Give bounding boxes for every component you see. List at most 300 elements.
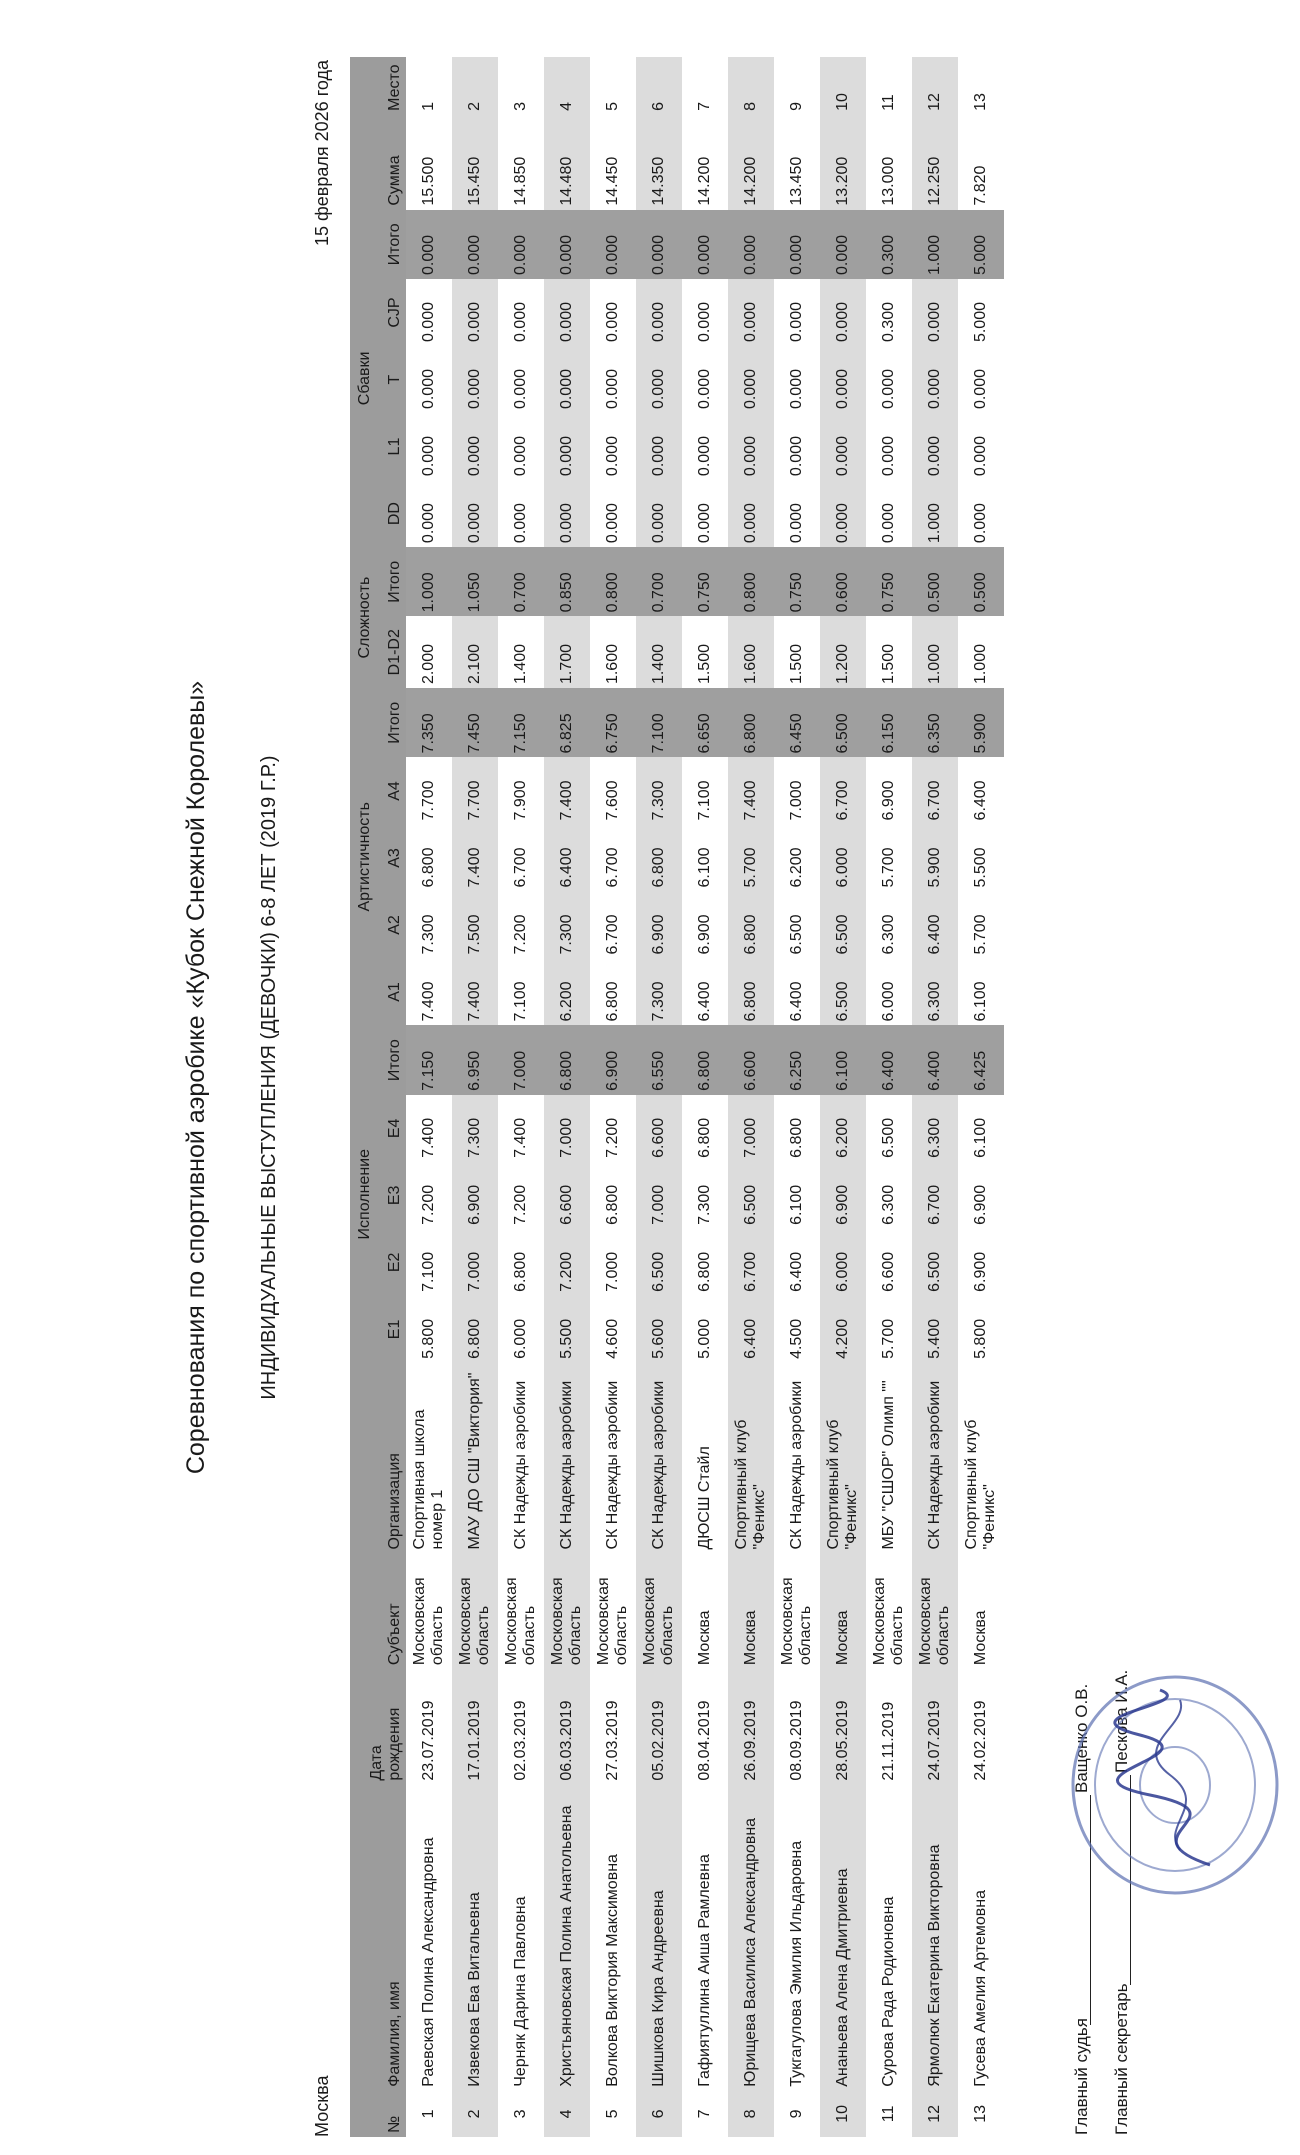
cell-pen-total: 0.000 (636, 210, 682, 279)
cell-sum: 14.200 (728, 115, 774, 210)
col-e4: E4 (384, 1095, 406, 1162)
cell-d1d2: 1.000 (912, 616, 958, 688)
cell-e2: 6.500 (636, 1229, 682, 1296)
cell-birth: 17.01.2019 (452, 1669, 498, 1785)
cell-e-total: 6.600 (728, 1026, 774, 1095)
cell-place: 12 (912, 57, 958, 115)
cell-a4: 7.400 (728, 757, 774, 824)
cell-t: 0.000 (912, 346, 958, 413)
cell-org: СК Надежды аэробики (912, 1363, 958, 1554)
cell-dd: 0.000 (636, 480, 682, 547)
cell-cjp: 0.000 (696, 301, 713, 343)
cell-a-total: 6.750 (590, 688, 636, 757)
cell-subject: Московская область (595, 1577, 630, 1666)
cell-e2: 6.500 (912, 1229, 958, 1296)
cell-subject: Москва (728, 1554, 774, 1670)
cell-dd: 0.000 (820, 480, 866, 547)
cell-birth: 24.07.2019 (912, 1669, 958, 1785)
cell-a2: 6.700 (604, 914, 621, 955)
col-t: T (384, 346, 406, 413)
cell-a-total: 6.350 (912, 688, 958, 757)
cell-e4: 7.400 (512, 1117, 529, 1158)
col-cjp: CJP (384, 279, 406, 346)
col-l1: L1 (384, 413, 406, 480)
cell-a4: 7.300 (636, 757, 682, 824)
cell-sum: 14.350 (636, 115, 682, 210)
table-row (866, 57, 912, 2137)
cell-name: Ананьева Алена Дмитриевна (820, 1785, 866, 2091)
cell-birth: 21.11.2019 (880, 1701, 897, 1781)
cell-l1: 0.000 (544, 413, 590, 480)
cell-a3: 6.100 (696, 847, 713, 888)
cell-a3: 5.500 (972, 847, 989, 888)
cell-e1: 4.500 (788, 1318, 805, 1359)
cell-cjp: 0.000 (420, 301, 437, 343)
col-a-total: Итого (384, 688, 406, 757)
cell-dd: 0.000 (972, 503, 989, 544)
cell-d1d2: 1.700 (544, 616, 590, 688)
cell-sum: 14.450 (604, 156, 621, 206)
cell-a4: 6.400 (972, 780, 989, 821)
cell-org: ДЮСШ Стайл (696, 1446, 713, 1550)
cell-sum: 13.200 (820, 115, 866, 210)
table-row (636, 57, 682, 2137)
cell-e-total: 6.550 (636, 1026, 682, 1095)
cell-e1: 5.000 (696, 1318, 713, 1359)
cell-e1: 5.600 (636, 1296, 682, 1363)
cell-a1: 7.300 (636, 958, 682, 1025)
cell-dd: 0.000 (420, 503, 437, 544)
table-row (498, 57, 544, 2137)
cell-a2: 7.200 (512, 914, 529, 955)
cell-subject: Московская область (636, 1554, 682, 1670)
cell-l1: 0.000 (696, 436, 713, 477)
cell-d-total: 0.750 (682, 547, 728, 616)
cell-org: СК Надежды аэробики (604, 1380, 621, 1550)
cell-d-total: 0.500 (958, 547, 1004, 616)
cell-subject: Московская область (779, 1577, 814, 1666)
cell-e-total: 7.150 (406, 1026, 452, 1095)
cell-pen-total: 0.000 (820, 210, 866, 279)
cell-name: Шишкова Кира Андреевна (636, 1785, 682, 2091)
cell-a-total: 6.450 (774, 688, 820, 757)
cell-sum: 14.480 (544, 115, 590, 210)
col-a1: A1 (384, 958, 406, 1025)
cell-a2: 6.800 (728, 891, 774, 958)
cell-no: 3 (512, 2109, 529, 2119)
cell-e1: 4.200 (820, 1296, 866, 1363)
cell-t: 0.000 (728, 346, 774, 413)
cell-t: 0.000 (820, 346, 866, 413)
cell-e-total: 7.000 (498, 1026, 544, 1095)
cell-t: 0.000 (972, 369, 989, 410)
table-row (682, 57, 728, 2137)
table-row (728, 57, 774, 2137)
cell-org: СК Надежды аэробики (512, 1380, 529, 1550)
cell-no: 13 (972, 2105, 989, 2123)
cell-a2: 6.300 (880, 914, 897, 955)
cell-cjp: 0.000 (728, 279, 774, 346)
cell-pen-total: 5.000 (958, 210, 1004, 279)
cell-e1: 6.800 (452, 1296, 498, 1363)
cell-a1: 7.100 (512, 981, 529, 1022)
cell-e4: 7.300 (452, 1095, 498, 1162)
cell-a3: 6.400 (544, 824, 590, 891)
col-d-total: Итого (384, 547, 406, 616)
cell-cjp: 0.000 (820, 279, 866, 346)
cell-name: Тукгагулова Эмилия Ильдаровна (788, 1840, 805, 2087)
cell-a4: 6.700 (820, 757, 866, 824)
cell-a2: 6.500 (788, 914, 805, 955)
cell-a4: 7.900 (512, 780, 529, 821)
cell-a1: 6.200 (544, 958, 590, 1025)
cell-t: 0.000 (420, 369, 437, 410)
cell-a3: 5.700 (880, 847, 897, 888)
col-a3: A3 (384, 824, 406, 891)
cell-d-total: 0.750 (774, 547, 820, 616)
cell-a3: 6.200 (788, 847, 805, 888)
cell-e3: 7.200 (420, 1184, 437, 1225)
cell-d1d2: 1.500 (880, 644, 897, 685)
cell-e4: 7.200 (604, 1117, 621, 1158)
cell-l1: 0.000 (452, 413, 498, 480)
group-slozhnost: Сложность (350, 547, 384, 688)
cell-name: Юрищева Василиса Александровна (728, 1785, 774, 2091)
cell-cjp: 0.000 (636, 279, 682, 346)
cell-pen-total: 0.000 (406, 210, 452, 279)
cell-t: 0.000 (604, 369, 621, 410)
col-e1: E1 (384, 1296, 406, 1363)
cell-l1: 0.000 (820, 413, 866, 480)
cell-place: 7 (696, 102, 713, 111)
cell-d1d2: 2.000 (420, 644, 437, 685)
cell-pen-total: 0.000 (544, 210, 590, 279)
cell-birth: 08.04.2019 (696, 1700, 713, 1781)
cell-e2: 7.000 (604, 1251, 621, 1292)
cell-d-total: 0.500 (912, 547, 958, 616)
cell-a3: 7.400 (452, 824, 498, 891)
cell-dd: 0.000 (452, 480, 498, 547)
cell-l1: 0.000 (788, 436, 805, 477)
cell-a2: 6.900 (696, 914, 713, 955)
cell-a2: 7.300 (420, 914, 437, 955)
cell-place: 6 (636, 57, 682, 115)
document-subtitle: ИНДИВИДУАЛЬНЫЕ ВЫСТУПЛЕНИЯ (ДЕВОЧКИ) 6-8 ЛЕТ (2019 Г.Р.) (258, 755, 280, 1400)
cell-e4: 6.800 (696, 1117, 713, 1158)
cell-d-total: 0.850 (544, 547, 590, 616)
cell-a1: 7.400 (452, 958, 498, 1025)
chief-secretary-label: Главный секретарь (1112, 1983, 1131, 2135)
col-no: № (350, 2091, 406, 2137)
cell-dd: 0.000 (544, 480, 590, 547)
cell-name: Раевская Полина Александровна (420, 1837, 437, 2087)
official-seal-stamp (1060, 1665, 1290, 1905)
cell-d1d2: 1.000 (972, 644, 989, 685)
cell-e3: 6.100 (788, 1184, 805, 1225)
cell-l1: 0.000 (912, 413, 958, 480)
cell-place: 9 (788, 102, 805, 111)
cell-org: МАУ ДО СШ "Виктория" (452, 1363, 498, 1554)
table-row (912, 57, 958, 2137)
table-row (406, 57, 452, 2137)
cell-e-total: 6.100 (820, 1026, 866, 1095)
col-sum: Сумма (350, 115, 406, 210)
cell-e3: 6.700 (912, 1162, 958, 1229)
table-row (958, 57, 1004, 2137)
chief-judge-name: Ващенко О.В. (1072, 1683, 1091, 1793)
cell-t: 0.000 (788, 369, 805, 410)
cell-pen-total: 0.000 (590, 210, 636, 279)
cell-subject: Москва (972, 1610, 989, 1666)
cell-place: 11 (880, 94, 897, 111)
cell-pen-total: 0.000 (774, 210, 820, 279)
col-e3: E3 (384, 1162, 406, 1229)
cell-no: 7 (696, 2109, 713, 2119)
cell-subject: Московская область (871, 1577, 906, 1666)
cell-e2: 6.900 (972, 1251, 989, 1292)
cell-d1d2: 2.100 (452, 616, 498, 688)
cell-org: Спортивная школа номер 1 (411, 1409, 446, 1550)
group-ispolnenie: Исполнение (350, 1026, 384, 1363)
col-a2: A2 (384, 891, 406, 958)
results-table (350, 57, 1004, 2137)
cell-dd: 0.000 (880, 503, 897, 544)
cell-e4: 7.400 (420, 1117, 437, 1158)
cell-e4: 7.000 (728, 1095, 774, 1162)
table-row (452, 57, 498, 2137)
chief-secretary-name: Пескова И.А. (1112, 1669, 1131, 1773)
cell-no: 1 (420, 2109, 437, 2119)
group-sbavki: Сбавки (350, 210, 384, 547)
cell-birth: 23.07.2019 (420, 1700, 437, 1781)
cell-place: 4 (544, 57, 590, 115)
cell-d-total: 0.600 (820, 547, 866, 616)
cell-dd: 1.000 (912, 480, 958, 547)
cell-name: Извекова Ева Витальевна (452, 1785, 498, 2091)
cell-cjp: 0.000 (452, 279, 498, 346)
cell-org: МБУ "СШОР" Олимп "" (880, 1380, 897, 1550)
cell-d-total: 0.700 (636, 547, 682, 616)
cell-subject: Москва (820, 1554, 866, 1670)
cell-a4: 7.700 (452, 757, 498, 824)
cell-dd: 0.000 (604, 503, 621, 544)
cell-name: Гафиятуллина Аиша Рамлевна (696, 1854, 713, 2087)
cell-name: Ярмолюк Екатерина Викторовна (912, 1785, 958, 2091)
cell-e3: 6.900 (452, 1162, 498, 1229)
cell-d1d2: 1.500 (696, 644, 713, 685)
col-org: Организация (350, 1363, 406, 1554)
cell-e3: 6.600 (544, 1162, 590, 1229)
table-row (590, 57, 636, 2137)
cell-sum: 13.000 (880, 156, 897, 206)
table-row (774, 57, 820, 2137)
cell-d1d2: 1.600 (728, 616, 774, 688)
col-e2: E2 (384, 1229, 406, 1296)
cell-d-total: 0.700 (498, 547, 544, 616)
cell-a4: 7.000 (788, 780, 805, 821)
cell-a2: 6.900 (636, 891, 682, 958)
cell-birth: 02.03.2019 (512, 1700, 529, 1781)
cell-a3: 6.800 (636, 824, 682, 891)
cell-a-total: 6.650 (682, 688, 728, 757)
cell-dd: 0.000 (512, 503, 529, 544)
cell-e2: 6.600 (880, 1251, 897, 1292)
cell-a1: 6.800 (728, 958, 774, 1025)
cell-a-total: 7.350 (406, 688, 452, 757)
cell-a1: 6.100 (972, 981, 989, 1022)
cell-a4: 7.700 (420, 780, 437, 821)
cell-birth: 06.03.2019 (544, 1669, 590, 1785)
cell-d-total: 1.000 (406, 547, 452, 616)
cell-t: 0.000 (452, 346, 498, 413)
cell-sum: 7.820 (972, 165, 989, 206)
cell-a3: 6.700 (604, 847, 621, 888)
cell-e3: 6.500 (728, 1162, 774, 1229)
cell-place: 5 (604, 102, 621, 111)
cell-a2: 6.500 (820, 891, 866, 958)
cell-e1: 6.400 (728, 1296, 774, 1363)
cell-subject: Московская область (411, 1577, 446, 1666)
cell-sum: 14.850 (512, 156, 529, 206)
cell-a1: 6.300 (912, 958, 958, 1025)
cell-d1d2: 1.200 (820, 616, 866, 688)
cell-sum: 12.250 (912, 115, 958, 210)
cell-dd: 0.000 (696, 503, 713, 544)
cell-place: 10 (820, 57, 866, 115)
cell-dd: 0.000 (788, 503, 805, 544)
cell-a4: 7.400 (544, 757, 590, 824)
cell-d1d2: 1.600 (604, 644, 621, 685)
cell-a1: 7.400 (420, 981, 437, 1022)
cell-e1: 5.500 (544, 1296, 590, 1363)
cell-a2: 7.500 (452, 891, 498, 958)
col-birth: Дата рождения (350, 1669, 406, 1785)
cell-e4: 6.200 (820, 1095, 866, 1162)
table-row (544, 57, 590, 2137)
cell-t: 0.000 (512, 369, 529, 410)
col-subject: Субъект (350, 1554, 406, 1670)
col-name: Фамилия, имя (350, 1785, 406, 2091)
cell-cjp: 0.000 (512, 301, 529, 343)
cell-a1: 6.400 (696, 981, 713, 1022)
cell-d-total: 0.800 (590, 547, 636, 616)
cell-a4: 7.100 (696, 780, 713, 821)
date-label: 15 февраля 2026 года (312, 60, 332, 247)
cell-d-total: 0.750 (866, 547, 912, 616)
cell-d-total: 1.050 (452, 547, 498, 616)
cell-a4: 6.900 (880, 780, 897, 821)
cell-t: 0.000 (696, 369, 713, 410)
col-d1d2: D1-D2 (384, 616, 406, 688)
cell-pen-total: 1.000 (912, 210, 958, 279)
table-row (820, 57, 866, 2137)
cell-a1: 6.000 (880, 981, 897, 1022)
cell-cjp: 0.000 (604, 301, 621, 343)
cell-a-total: 7.100 (636, 688, 682, 757)
cell-no: 11 (880, 2105, 897, 2123)
cell-l1: 0.000 (880, 436, 897, 477)
cell-birth: 26.09.2019 (728, 1669, 774, 1785)
cell-subject: Московская область (452, 1554, 498, 1670)
cell-a1: 6.400 (788, 981, 805, 1022)
cell-no: 6 (636, 2091, 682, 2137)
cell-e-total: 6.800 (544, 1026, 590, 1095)
cell-a-total: 7.150 (498, 688, 544, 757)
cell-birth: 27.03.2019 (604, 1700, 621, 1781)
cell-birth: 24.02.2019 (972, 1700, 989, 1781)
cell-e2: 7.100 (420, 1251, 437, 1292)
cell-l1: 0.000 (972, 436, 989, 477)
chief-judge-label: Главный судья (1072, 2018, 1091, 2135)
cell-t: 0.000 (544, 346, 590, 413)
cell-no: 12 (912, 2091, 958, 2137)
cell-e3: 6.800 (604, 1184, 621, 1225)
cell-org: СК Надежды аэробики (636, 1363, 682, 1554)
cell-e1: 6.000 (512, 1318, 529, 1359)
cell-e1: 5.800 (420, 1318, 437, 1359)
cell-e3: 7.200 (512, 1184, 529, 1225)
cell-e-total: 6.425 (958, 1026, 1004, 1095)
cell-e2: 6.000 (820, 1229, 866, 1296)
cell-no: 8 (728, 2091, 774, 2137)
cell-d1d2: 1.400 (512, 644, 529, 685)
cell-place: 1 (420, 102, 437, 111)
cell-e-total: 6.900 (590, 1026, 636, 1095)
col-e-total: Итого (384, 1026, 406, 1095)
cell-name: Черняк Дарина Павловна (512, 1896, 529, 2087)
cell-a-total: 6.825 (544, 688, 590, 757)
cell-cjp: 0.300 (880, 301, 897, 343)
cell-a4: 7.600 (604, 780, 621, 821)
cell-a3: 5.900 (912, 824, 958, 891)
city-label: Москва (312, 2075, 332, 2137)
cell-e3: 6.300 (880, 1184, 897, 1225)
cell-a2: 7.300 (544, 891, 590, 958)
cell-l1: 0.000 (420, 436, 437, 477)
cell-d1d2: 1.500 (788, 644, 805, 685)
cell-e2: 6.800 (696, 1251, 713, 1292)
col-dd: DD (384, 480, 406, 547)
cell-l1: 0.000 (636, 413, 682, 480)
cell-e4: 6.300 (912, 1095, 958, 1162)
cell-e1: 5.400 (912, 1296, 958, 1363)
cell-no: 4 (544, 2091, 590, 2137)
cell-e2: 7.000 (452, 1229, 498, 1296)
cell-d1d2: 1.400 (636, 616, 682, 688)
cell-sum: 14.200 (696, 156, 713, 206)
cell-a-total: 5.900 (958, 688, 1004, 757)
cell-e3: 7.000 (636, 1162, 682, 1229)
cell-birth: 05.02.2019 (636, 1669, 682, 1785)
cell-cjp: 0.000 (788, 301, 805, 343)
cell-no: 9 (788, 2109, 805, 2119)
cell-pen-total: 0.000 (682, 210, 728, 279)
cell-cjp: 0.000 (912, 279, 958, 346)
cell-e2: 6.400 (788, 1251, 805, 1292)
cell-sum: 15.500 (420, 156, 437, 206)
cell-pen-total: 0.000 (728, 210, 774, 279)
cell-e3: 7.300 (696, 1184, 713, 1225)
cell-org: Спортивный клуб "Феникс" (963, 1419, 998, 1550)
cell-a-total: 6.500 (820, 688, 866, 757)
cell-cjp: 0.000 (544, 279, 590, 346)
col-a4: A4 (384, 757, 406, 824)
cell-org: Спортивный клуб "Феникс" (728, 1363, 774, 1554)
cell-org: Спортивный клуб "Феникс" (820, 1363, 866, 1554)
col-pen-total: Итого (384, 210, 406, 279)
cell-place: 2 (452, 57, 498, 115)
cell-pen-total: 0.300 (866, 210, 912, 279)
